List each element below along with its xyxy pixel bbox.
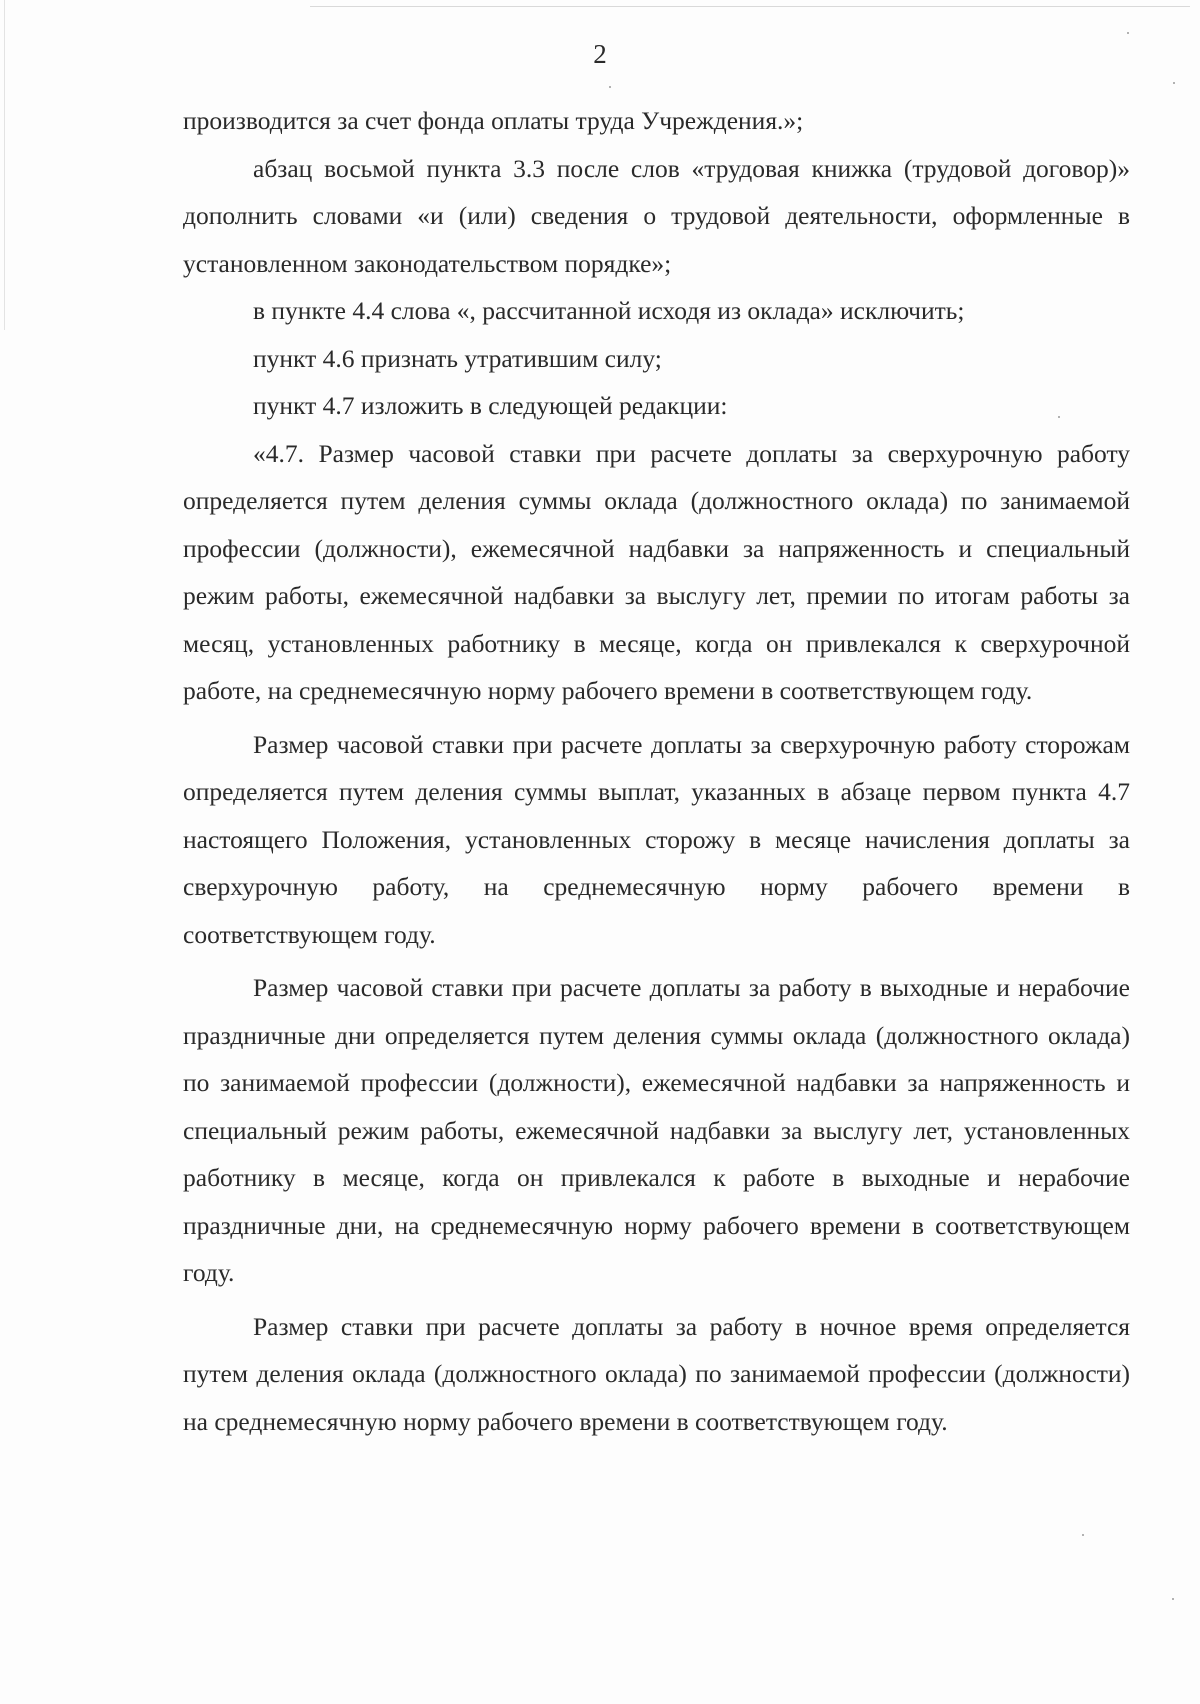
paragraph-amendment-4-6: пункт 4.6 признать утратившим силу; [253, 343, 662, 373]
scan-speck [1172, 1598, 1174, 1600]
paragraph-amendment-3-3: абзац восьмой пункта 3.3 после слов «трудовая книжка (трудовой договор)» дополнить словами «и (или) сведения о трудовой деятельности, оформленные в установленном законодательством порядке»; [183, 153, 1130, 278]
paragraph-amendment-4-7-intro: пункт 4.7 изложить в следующей редакции: [253, 391, 728, 420]
page-number: 2 [593, 39, 607, 69]
scan-speck [1127, 32, 1129, 34]
document-body [183, 97, 1130, 1445]
paragraph-4-7-watchmen-rate: Размер часовой ставки при расчете доплаты за сверхурочную работу сторожам определяется путем деления суммы выплат, указанных в абзаце первом пункта 4.7 настоящего Положения, установленных сторожу в месяце начисления доплаты за сверхурочную работу, на среднемесячную норму рабочего времени в соответствующем году. [183, 729, 1130, 949]
scan-speck [1058, 416, 1060, 418]
paragraph-4-7-holiday-rate: Размер часовой ставки при расчете доплаты за работу в выходные и нерабочие праздничные дни определяется путем деления суммы оклада (должностного оклада) по занимаемой профессии (должности), ежемесячной надбавки за напряженность и специальный режим работы, ежемесячной надбавки за выслугу лет, установленных работнику в месяце, когда он привлекался к работе в выходные и нерабочие праздничные дни, на среднемесячную норму рабочего времени в соответствующем году. [183, 973, 1130, 1287]
paragraph-4-7-night-rate: Размер ставки при расчете доплаты за работу в ночное время определяется путем деления оклада (должностного оклада) по занимаемой профессии (должности) на среднемесячную норму рабочего времени в соответствующем году. [183, 1311, 1130, 1436]
scan-speck [609, 86, 611, 88]
scan-speck [1173, 82, 1175, 84]
scan-top-rule [310, 6, 1190, 7]
scan-speck [1082, 1534, 1084, 1536]
paragraph-amendment-4-4: в пункте 4.4 слова «, рассчитанной исходя из оклада» исключить; [253, 296, 965, 325]
paragraph-continuation: производится за счет фонда оплаты труда Учреждения.»; [183, 106, 804, 135]
paragraph-4-7-overtime-rate: «4.7. Размер часовой ставки при расчете доплаты за сверхурочную работу определяется путем деления суммы оклада (должностного оклада) по занимаемой профессии (должности), ежемесячной надбавки за напряженность и специальный режим работы, ежемесячной надбавки за выслугу лет, премии по итогам работы за месяц, установленных работнику в месяце, когда он привлекался к сверхурочной работе, на среднемесячную норму рабочего времени в соответствующем году. [183, 438, 1130, 705]
